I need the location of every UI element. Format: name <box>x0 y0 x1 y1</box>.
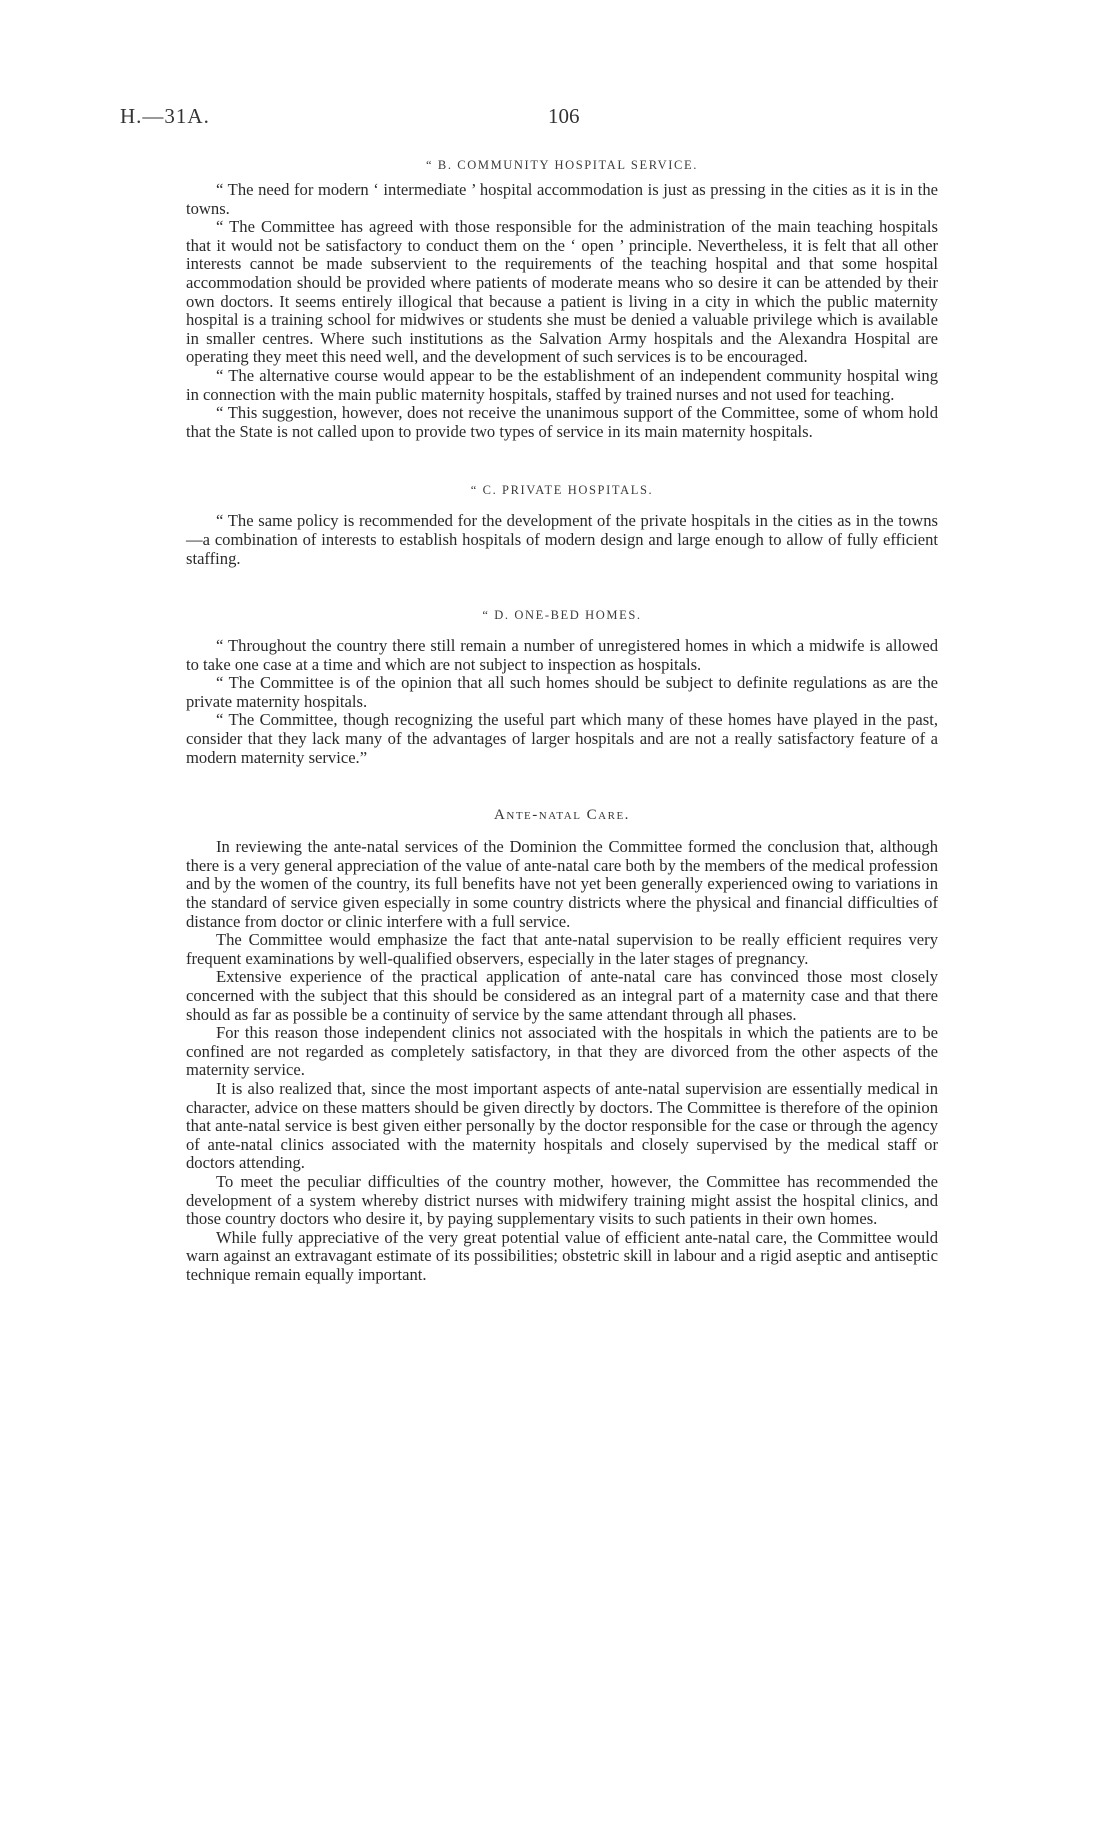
paragraph: The Committee would emphasize the fact that ante-natal supervision to be really efficient requires very frequent examinations by well-qualified observers, especially in the later stages of pregnancy. <box>186 930 938 968</box>
paragraph: “ Throughout the country there still remain a number of unregistered homes in which a midwife is allowed to take one case at a time and which are not subject to inspection as hospitals. <box>186 636 938 674</box>
paragraph: While fully appreciative of the very great potential value of efficient ante-natal care, the Committee would warn against an extravagant estimate of its possibilities; obstetric skill in labour and a rigid aseptic and antiseptic technique remain equally important. <box>186 1227 938 1284</box>
paragraph: In reviewing the ante-natal services of the Dominion the Committee formed the conclusion that, although there is a very general appreciation of the value of ante-natal care both by the members of the medical profession and by the women of the country, its full benefits have not yet been generally experienced owing to variations in the standard of service given especially in some country districts where the physical and financial difficulties of distance from doctor or clinic interfere with a full service. <box>186 837 938 931</box>
paragraph: “ The Committee is of the opinion that all such homes should be subject to definite regulations as are the private maternity hospitals. <box>186 673 938 711</box>
paragraph: “ The Committee has agreed with those responsible for the administration of the main teaching hospitals that it would not be satisfactory to conduct them on the ‘ open ’ principle. Nevertheless, it is felt that all other interests cannot be made subservient to the requirements of the teaching hospital and that some hospital accommodation should be provided where patients of moderate means who so desire it can be attended by their own doctors. It seems entirely illogical that because a patient is living in a city in which the public maternity hospital is a training school for midwives or students she must be denied a valuable privilege which is available in smaller centres. Where such institutions as the Salvation Army hospitals and the Alexandra Hospital are operating they meet this need well, and the development of such services is to be encouraged. <box>186 217 938 367</box>
document-body <box>186 158 938 1285</box>
paragraph: “ The Committee, though recognizing the useful part which many of these homes have played in the past, consider that they lack many of the advantages of larger hospitals and are not a really satisfactory feature of a modern maternity service.” <box>186 710 938 767</box>
paragraph: “ The same policy is recommended for the development of the private hospitals in the cities as in the towns—a combination of interests to establish hospitals of modern design and large enough to allow of fully efficient staffing. <box>186 511 938 568</box>
section-heading-ante-natal: Ante-natal Care. <box>494 807 630 824</box>
section-heading-one-bed: “ D. ONE-BED HOMES. <box>482 608 642 623</box>
paragraph: Extensive experience of the practical application of ante-natal care has convinced those most closely concerned with the subject that this should be considered as an integral part of a maternity case and that there should as far as possible be a continuity of service by the same attendant through all phases. <box>186 967 938 1024</box>
page-number: 106 <box>548 104 580 128</box>
section-heading-private: “ C. PRIVATE HOSPITALS. <box>470 483 654 498</box>
paragraph: “ The need for modern ‘ intermediate ’ hospital accommodation is just as pressing in the cities as it is in the towns. <box>186 180 938 218</box>
paragraph: “ This suggestion, however, does not receive the unanimous support of the Committee, some of whom hold that the State is not called upon to provide two types of service in its main maternity hospitals. <box>186 403 938 441</box>
paragraph: “ The alternative course would appear to be the establishment of an independent community hospital wing in connection with the main public maternity hospitals, staffed by trained nurses and not used for teaching. <box>186 365 938 404</box>
paragraph: For this reason those independent clinics not associated with the hospitals in which the patients are to be confined are not regarded as completely satisfactory, in that they are divorced from the other aspects of the maternity service. <box>186 1023 938 1080</box>
paragraph: It is also realized that, since the most important aspects of ante-natal supervision are essentially medical in character, advice on these matters should be given directly by doctors. The Committee is therefore of the opinion that ante-natal service is best given either personally by the doctor responsible for the case or through the agency of ante-natal clinics associated with the maternity hospitals and closely supervised by the medical staff or doctors attending. <box>186 1078 938 1173</box>
paragraph: To meet the peculiar difficulties of the country mother, however, the Committee has recommended the development of a system whereby district nurses with midwifery training might assist the hospital clinics, and those country doctors who desire it, by paying supplementary visits to such patients in their own homes. <box>186 1171 938 1229</box>
section-heading-community: “ B. COMMUNITY HOSPITAL SERVICE. <box>426 158 698 172</box>
document-reference: H.—31A. <box>120 104 210 128</box>
